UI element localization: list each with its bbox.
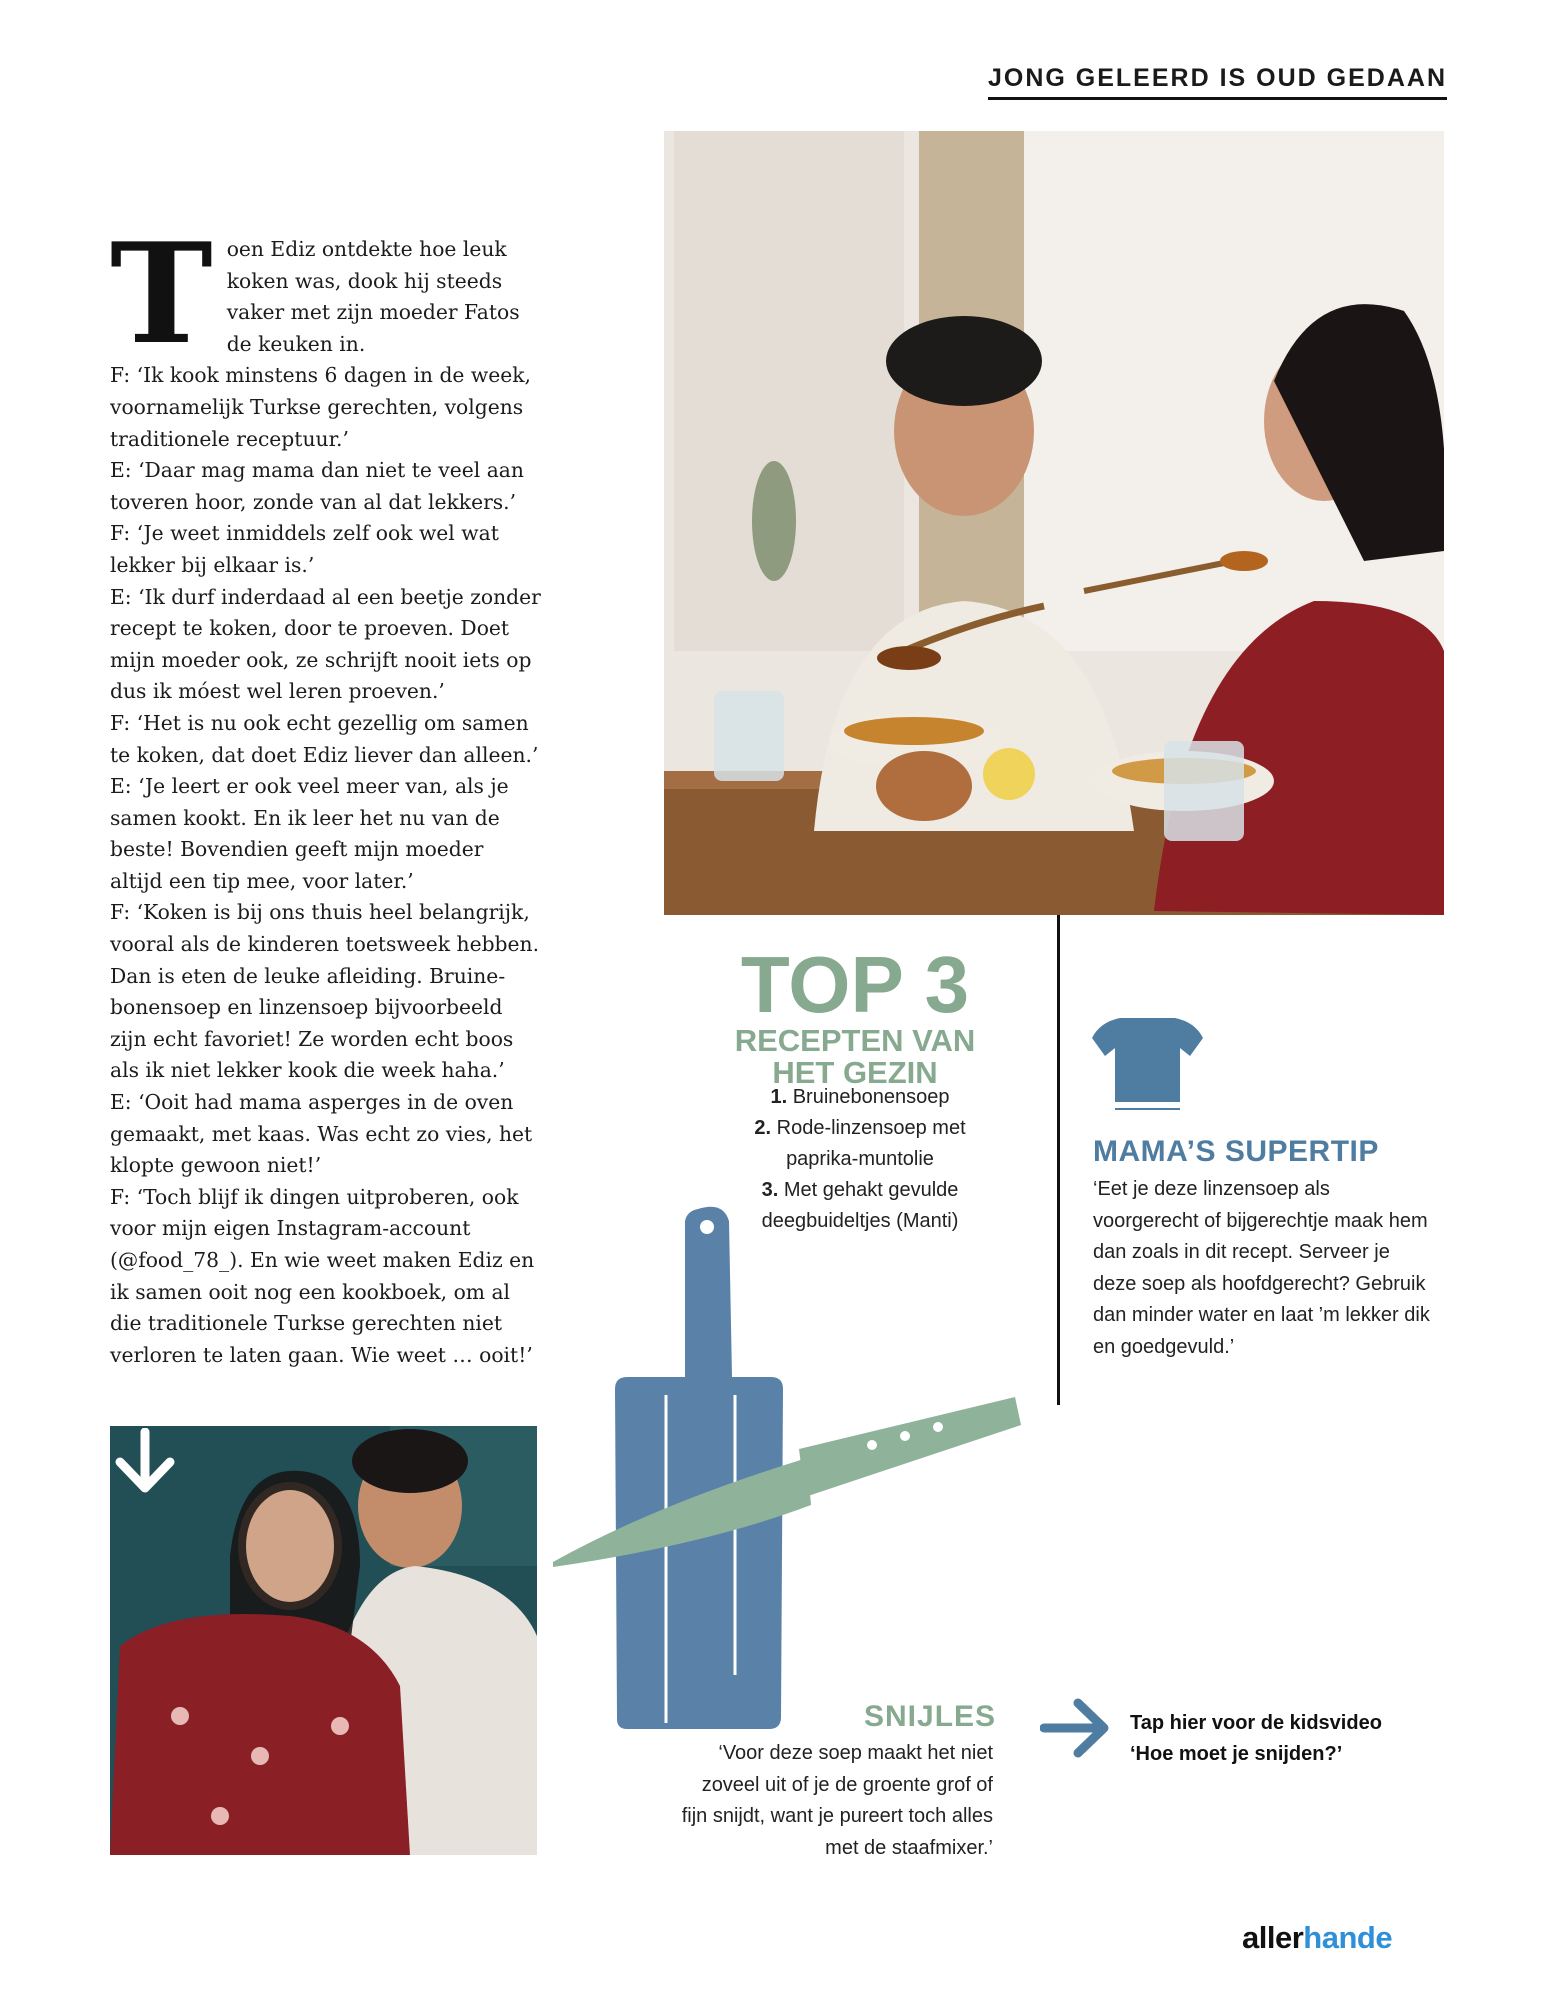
drop-cap: T	[110, 212, 213, 375]
article-paragraph: oen Ediz ontdekte hoe leuk koken was, dook hij steeds vaker met zijn moeder Fatos de keuken in.	[226, 237, 520, 356]
list-number: 2.	[754, 1117, 772, 1139]
list-text: Bruinebonensoep	[792, 1086, 950, 1108]
cutting-board-knife-illustration	[545, 1205, 1025, 1735]
article-paragraph: E: ‘Daar mag mama dan niet te veel aan toveren hoor, zonde van al dat lekkers.’	[110, 458, 524, 514]
photo-mother-son-tasting	[664, 131, 1444, 915]
kidsvideo-link-line1: Tap hier voor de kidsvideo	[1130, 1712, 1382, 1734]
photo-mother-son-portrait	[110, 1426, 537, 1855]
logo-part-hande: hande	[1303, 1920, 1393, 1955]
article-body	[110, 212, 542, 1371]
list-item	[710, 1175, 1010, 1206]
column-divider	[1057, 915, 1060, 1405]
top3-subtitle-line1: RECEPTEN VAN	[734, 1023, 976, 1058]
list-number: 1.	[770, 1086, 788, 1108]
logo-part-aller: aller	[1242, 1920, 1304, 1955]
section-header: JONG GELEERD IS OUD GEDAAN	[988, 64, 1447, 100]
list-item	[710, 1082, 1010, 1113]
kidsvideo-link-line2: ‘Hoe moet je snijden?’	[1130, 1743, 1343, 1765]
snijles-text: ‘Voor deze soep maakt het niet zoveel uit of je de groente grof of fijn snijdt, want je pureert toch alles met de staafmixer.’	[681, 1742, 993, 1859]
snijles-title: SNIJLES	[864, 1700, 997, 1733]
list-text: Rode-linzensoep met	[776, 1117, 966, 1139]
list-text: deegbuideltjes (Manti)	[761, 1210, 959, 1232]
list-item	[710, 1113, 1010, 1144]
top3-subtitle-line2: HET GEZIN	[772, 1055, 938, 1090]
article-paragraph: E: ‘Ooit had mama asperges in de oven gemaakt, met kaas. Was echt zo vies, het klopte gewoon niet!’	[110, 1090, 533, 1178]
article-paragraph: F: ‘Ik kook minstens 6 dagen in de week, voornamelijk Turkse gerechten, volgens traditionele receptuur.’	[110, 363, 531, 451]
tip-title: MAMA’S SUPERTIP	[1093, 1135, 1379, 1168]
tip-text: ‘Eet je deze linzensoep als voorgerecht of bijgerechtje maak hem dan zoals in dit recept. Serveer je deze soep als hoofdgerecht? Gebruik dan minder water en laat ’m lekker dik en goedgevuld.’	[1093, 1178, 1430, 1358]
list-number: 3.	[761, 1179, 779, 1201]
article-paragraph: F: ‘Koken is bij ons thuis heel belangrijk, vooral als de kinderen toetsweek hebben. Dan is eten de leuke afleiding. Bruine-bonensoep en linzensoep bijvoorbeeld zijn echt favoriet! Ze worden echt boos als ik niet lekker kook die week haha.’	[110, 900, 540, 1083]
article-paragraph: F: ‘Het is nu ook echt gezellig om samen te koken, dat doet Ediz liever dan alleen.’	[110, 710, 539, 767]
top3-title: TOP 3	[740, 940, 970, 1029]
top3-heading	[725, 940, 985, 1090]
chef-jacket-icon	[1090, 1016, 1205, 1119]
list-item	[710, 1144, 1010, 1175]
article-paragraph: E: ‘Ik durf inderdaad al een beetje zonder recept te koken, door te proeven. Doet mijn moeder ook, ze schrijft nooit iets op dus ik móest wel leren proeven.’	[110, 584, 541, 704]
list-text: paprika-muntolie	[786, 1148, 934, 1170]
article-paragraph: F: ‘Je weet inmiddels zelf ook wel wat lekker bij elkaar is.’	[110, 521, 499, 577]
article-paragraph: E: ‘Je leert er ook veel meer van, als je samen kookt. En ik leer het nu van de beste! Bovendien geeft mijn moeder altijd een tip mee, voor later.’	[110, 774, 509, 893]
allerhande-logo	[1242, 1920, 1392, 1956]
arrow-down-icon	[112, 1428, 178, 1494]
list-text: Met gehakt gevulde	[783, 1179, 959, 1201]
article-paragraph: F: ‘Toch blijf ik dingen uitproberen, ook voor mijn eigen Instagram-account (@food_78_). En wie weet maken Ediz en ik samen ooit nog een kookboek, om al die traditionele Turkse gerechten niet verloren te laten gaan. Wie weet … ooit!’	[110, 1184, 535, 1367]
kidsvideo-link[interactable]	[1130, 1708, 1382, 1770]
arrow-right-icon[interactable]	[1040, 1697, 1112, 1759]
